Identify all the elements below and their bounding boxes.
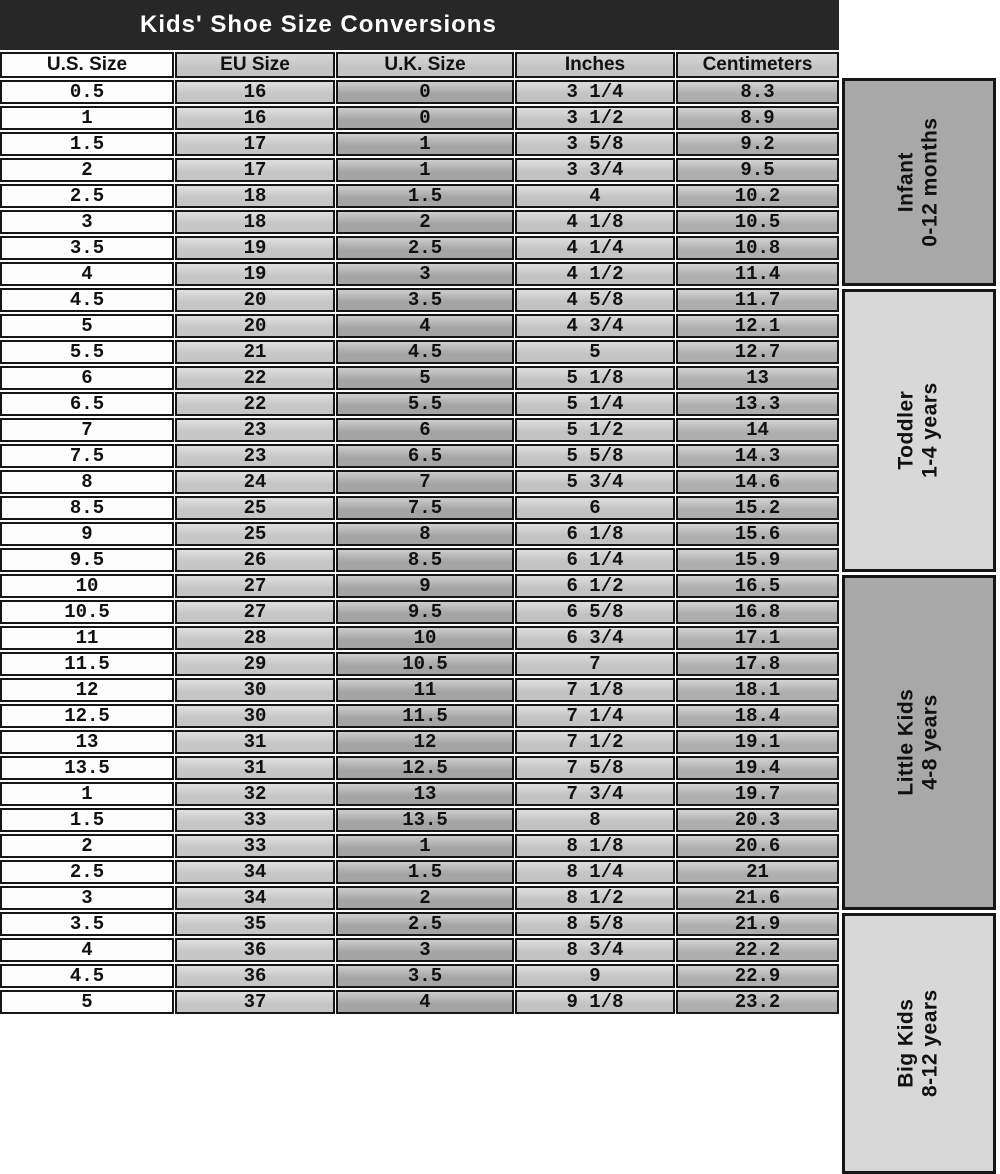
- table-cell: 10.5: [0, 600, 174, 624]
- table-cell: 7 1/2: [515, 730, 675, 754]
- age-group-name: Infant: [894, 151, 918, 213]
- table-cell: 9.5: [336, 600, 514, 624]
- table-cell: 22.9: [676, 964, 839, 988]
- table-cell: 31: [175, 730, 335, 754]
- table-cell: 9: [515, 964, 675, 988]
- table-cell: 11.4: [676, 262, 839, 286]
- table-cell: 3: [0, 886, 174, 910]
- age-group-range: 4-8 years: [918, 694, 942, 791]
- table-cell: 21.6: [676, 886, 839, 910]
- table-cell: 2: [336, 210, 514, 234]
- table-cell: 17.1: [676, 626, 839, 650]
- table-cell: 3 1/4: [515, 80, 675, 104]
- table-cell: 28: [175, 626, 335, 650]
- table-cell: 1.5: [336, 860, 514, 884]
- table-cell: 5 3/4: [515, 470, 675, 494]
- table-cell: 23: [175, 418, 335, 442]
- table-cell: 23: [175, 444, 335, 468]
- table-cell: 16: [175, 80, 335, 104]
- table-cell: 7: [336, 470, 514, 494]
- table-cell: 12: [336, 730, 514, 754]
- table-cell: 5: [336, 366, 514, 390]
- age-group-name: Little Kids: [894, 688, 918, 797]
- column-header: Inches: [515, 52, 675, 78]
- table-cell: 12: [0, 678, 174, 702]
- table-cell: 6.5: [336, 444, 514, 468]
- table-cell: 10: [336, 626, 514, 650]
- table-cell: 4 1/4: [515, 236, 675, 260]
- table-cell: 4 1/2: [515, 262, 675, 286]
- table-cell: 9: [0, 522, 174, 546]
- age-group-label: [895, 117, 943, 246]
- table-cell: 9.5: [0, 548, 174, 572]
- table-cell: 2: [0, 834, 174, 858]
- table-cell: 20: [175, 314, 335, 338]
- table-cell: 8 3/4: [515, 938, 675, 962]
- table-cell: 13.5: [336, 808, 514, 832]
- table-cell: 19: [175, 262, 335, 286]
- table-cell: 5 5/8: [515, 444, 675, 468]
- table-cell: 11: [0, 626, 174, 650]
- table-cell: 6: [0, 366, 174, 390]
- table-cell: 3 5/8: [515, 132, 675, 156]
- table-cell: 27: [175, 574, 335, 598]
- table-cell: 6 5/8: [515, 600, 675, 624]
- table-cell: 7: [0, 418, 174, 442]
- table-cell: 10.5: [676, 210, 839, 234]
- table-cell: 33: [175, 808, 335, 832]
- table-cell: 2.5: [336, 236, 514, 260]
- table-cell: 36: [175, 938, 335, 962]
- table-cell: 3 3/4: [515, 158, 675, 182]
- table-cell: 8.5: [336, 548, 514, 572]
- table-cell: 1: [0, 782, 174, 806]
- table-cell: 2.5: [0, 860, 174, 884]
- table-cell: 13: [0, 730, 174, 754]
- table-cell: 29: [175, 652, 335, 676]
- table-cell: 13: [676, 366, 839, 390]
- table-cell: 35: [175, 912, 335, 936]
- table-cell: 18: [175, 184, 335, 208]
- table-cell: 18.1: [676, 678, 839, 702]
- table-cell: 1.5: [0, 132, 174, 156]
- table-cell: 34: [175, 860, 335, 884]
- table-cell: 20: [175, 288, 335, 312]
- table-cell: 8.5: [0, 496, 174, 520]
- table-cell: 6.5: [0, 392, 174, 416]
- table-cell: 12.7: [676, 340, 839, 364]
- table-cell: 8 1/2: [515, 886, 675, 910]
- title-bar: [0, 0, 839, 50]
- table-cell: 3.5: [0, 236, 174, 260]
- table-cell: 25: [175, 496, 335, 520]
- table-cell: 8.3: [676, 80, 839, 104]
- table-cell: 32: [175, 782, 335, 806]
- table-cell: 18.4: [676, 704, 839, 728]
- table-cell: 4.5: [336, 340, 514, 364]
- table-cell: 8 1/8: [515, 834, 675, 858]
- table-cell: 7 1/8: [515, 678, 675, 702]
- table-cell: 8.9: [676, 106, 839, 130]
- table-cell: 17.8: [676, 652, 839, 676]
- age-group-range: 1-4 years: [918, 382, 942, 479]
- conversion-table: [0, 52, 839, 1014]
- table-cell: 3: [0, 210, 174, 234]
- age-group-label: [895, 383, 943, 479]
- table-cell: 3: [336, 938, 514, 962]
- table-cell: 14.6: [676, 470, 839, 494]
- table-cell: 22.2: [676, 938, 839, 962]
- table-cell: 11.5: [336, 704, 514, 728]
- table-cell: 0: [336, 106, 514, 130]
- table-cell: 16: [175, 106, 335, 130]
- column-header: Centimeters: [676, 52, 839, 78]
- table-cell: 21.9: [676, 912, 839, 936]
- table-cell: 4 3/4: [515, 314, 675, 338]
- table-cell: 3.5: [336, 288, 514, 312]
- table-cell: 25: [175, 522, 335, 546]
- table-cell: 11.7: [676, 288, 839, 312]
- age-group-toddler: [842, 289, 996, 572]
- table-cell: 9 1/8: [515, 990, 675, 1014]
- table-cell: 5: [0, 314, 174, 338]
- table-cell: 4: [0, 262, 174, 286]
- table-cell: 10.5: [336, 652, 514, 676]
- column-header: EU Size: [175, 52, 335, 78]
- table-cell: 2: [0, 158, 174, 182]
- table-cell: 5.5: [0, 340, 174, 364]
- age-group-range: 8-12 years: [918, 989, 942, 1098]
- table-cell: 13.5: [0, 756, 174, 780]
- table-cell: 1: [336, 132, 514, 156]
- table-cell: 8: [515, 808, 675, 832]
- table-cell: 9: [336, 574, 514, 598]
- table-cell: 4: [336, 314, 514, 338]
- age-group-name: Big Kids: [894, 998, 918, 1089]
- table-cell: 36: [175, 964, 335, 988]
- table-cell: 1: [336, 158, 514, 182]
- table-cell: 30: [175, 678, 335, 702]
- table-cell: 1.5: [336, 184, 514, 208]
- table-cell: 4: [515, 184, 675, 208]
- age-group-label: [895, 990, 943, 1098]
- table-cell: 19: [175, 236, 335, 260]
- table-cell: 4 1/8: [515, 210, 675, 234]
- table-cell: 7: [515, 652, 675, 676]
- table-cell: 4: [0, 938, 174, 962]
- age-group-range: 0-12 months: [918, 117, 942, 247]
- table-cell: 0.5: [0, 80, 174, 104]
- table-cell: 5 1/4: [515, 392, 675, 416]
- table-cell: 18: [175, 210, 335, 234]
- table-cell: 14.3: [676, 444, 839, 468]
- table-cell: 3 1/2: [515, 106, 675, 130]
- table-cell: 26: [175, 548, 335, 572]
- table-cell: 9.5: [676, 158, 839, 182]
- table-cell: 5: [0, 990, 174, 1014]
- table-cell: 7.5: [0, 444, 174, 468]
- table-cell: 7 5/8: [515, 756, 675, 780]
- table-cell: 16.5: [676, 574, 839, 598]
- table-cell: 2: [336, 886, 514, 910]
- table-cell: 10.8: [676, 236, 839, 260]
- table-cell: 4.5: [0, 288, 174, 312]
- table-cell: 5.5: [336, 392, 514, 416]
- table-cell: 27: [175, 600, 335, 624]
- table-cell: 6 1/4: [515, 548, 675, 572]
- table-cell: 21: [175, 340, 335, 364]
- table-cell: 20.3: [676, 808, 839, 832]
- table-cell: 15.2: [676, 496, 839, 520]
- table-cell: 8 5/8: [515, 912, 675, 936]
- table-cell: 2.5: [336, 912, 514, 936]
- table-cell: 19.4: [676, 756, 839, 780]
- table-cell: 5: [515, 340, 675, 364]
- table-cell: 4: [336, 990, 514, 1014]
- table-cell: 5 1/2: [515, 418, 675, 442]
- table-cell: 2.5: [0, 184, 174, 208]
- table-cell: 0: [336, 80, 514, 104]
- table-cell: 12.1: [676, 314, 839, 338]
- age-group-little-kids: [842, 575, 996, 910]
- age-group-label: [895, 689, 943, 796]
- table-cell: 8 1/4: [515, 860, 675, 884]
- column-header: U.K. Size: [336, 52, 514, 78]
- table-cell: 3.5: [336, 964, 514, 988]
- table-cell: 17: [175, 132, 335, 156]
- table-cell: 19.7: [676, 782, 839, 806]
- table-cell: 15.9: [676, 548, 839, 572]
- age-group-name: Toddler: [894, 391, 918, 470]
- table-cell: 22: [175, 392, 335, 416]
- table-cell: 6 1/2: [515, 574, 675, 598]
- table-cell: 19.1: [676, 730, 839, 754]
- table-cell: 16.8: [676, 600, 839, 624]
- table-cell: 7 3/4: [515, 782, 675, 806]
- age-group-infant: [842, 78, 996, 286]
- column-header: U.S. Size: [0, 52, 174, 78]
- table-cell: 8: [0, 470, 174, 494]
- table-cell: 17: [175, 158, 335, 182]
- table-cell: 14: [676, 418, 839, 442]
- table-cell: 30: [175, 704, 335, 728]
- table-cell: 8: [336, 522, 514, 546]
- table-cell: 31: [175, 756, 335, 780]
- table-cell: 33: [175, 834, 335, 858]
- table-cell: 7 1/4: [515, 704, 675, 728]
- table-cell: 22: [175, 366, 335, 390]
- table-cell: 4.5: [0, 964, 174, 988]
- table-cell: 12.5: [336, 756, 514, 780]
- table-cell: 1.5: [0, 808, 174, 832]
- table-cell: 6: [336, 418, 514, 442]
- page-title: Kids' Shoe Size Conversions: [140, 11, 497, 38]
- table-cell: 21: [676, 860, 839, 884]
- table-cell: 15.6: [676, 522, 839, 546]
- table-cell: 11: [336, 678, 514, 702]
- table-cell: 3: [336, 262, 514, 286]
- table-cell: 13.3: [676, 392, 839, 416]
- table-cell: 7.5: [336, 496, 514, 520]
- table-cell: 5 1/8: [515, 366, 675, 390]
- table-cell: 4 5/8: [515, 288, 675, 312]
- table-cell: 34: [175, 886, 335, 910]
- table-cell: 37: [175, 990, 335, 1014]
- table-cell: 23.2: [676, 990, 839, 1014]
- table-cell: 11.5: [0, 652, 174, 676]
- table-cell: 6: [515, 496, 675, 520]
- table-cell: 10.2: [676, 184, 839, 208]
- table-cell: 6 3/4: [515, 626, 675, 650]
- table-cell: 9.2: [676, 132, 839, 156]
- table-cell: 13: [336, 782, 514, 806]
- table-cell: 1: [336, 834, 514, 858]
- table-cell: 24: [175, 470, 335, 494]
- table-cell: 12.5: [0, 704, 174, 728]
- table-cell: 3.5: [0, 912, 174, 936]
- table-cell: 6 1/8: [515, 522, 675, 546]
- table-cell: 20.6: [676, 834, 839, 858]
- age-group-big-kids: [842, 913, 996, 1174]
- table-cell: 10: [0, 574, 174, 598]
- table-cell: 1: [0, 106, 174, 130]
